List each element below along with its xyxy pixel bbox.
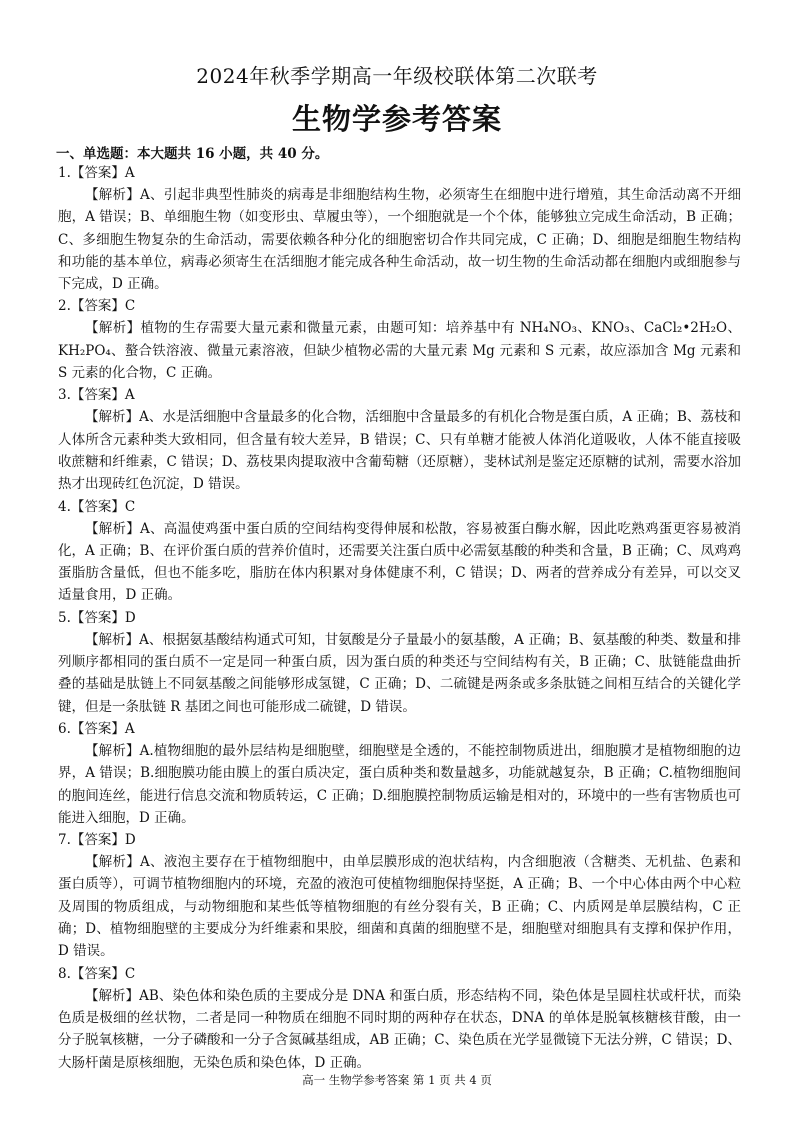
exam-title: 2024年秋季学期高一年级校联体第二次联考 <box>196 64 598 88</box>
answer-list <box>58 162 741 1074</box>
answer-explanation: 【解析】植物的生存需要大量元素和微量元素，由题可知：培养基中有 NH₄NO₃、KNO₃、CaCl₂•2H₂O、KH₂PO₄、螯合铁溶液、微量元素溶液，但缺少植物必需的大量元素 Mg 元素和 S 元素，故应添加含 Mg 元素和 S 元素的化合物，C 正确。 <box>58 320 741 382</box>
answer-explanation: 【解析】A、根据氨基酸结构通式可知，甘氨酸是分子量最小的氨基酸，A 正确；B、氨基酸的种类、数量和排列顺序都相同的蛋白质不一定是同一种蛋白质，因为蛋白质的种类还与空间结构有关，B 正确；C、肽链能盘曲折叠的基础是肽链上不同氨基酸之间能够形成氢键，C 正确；D、二硫键是两条或多条肽链之间相互结合的关键化学键，但是一条肽链 R 基团之间也可能形成二硫键，D 错误。 <box>58 631 741 715</box>
answer-explanation: 【解析】A.植物细胞的最外层结构是细胞壁，细胞壁是全透的，不能控制物质进出，细胞膜才是植物细胞的边界，A 错误；B.细胞膜功能由膜上的蛋白质决定，蛋白质种类和数量越多，功能就越复杂，B 正确；C.植物细胞间的胞间连丝，能进行信息交流和物质转运，C 正确；D.细胞膜控制物质运输是相对的，环境中的一些有害物质也可能进入细胞，D 正确。 <box>58 742 741 826</box>
answer-key: 1.【答案】A <box>58 165 135 181</box>
page-footer: 高一 生物学参考答案 第 1 页 共 4 页 <box>302 1073 492 1087</box>
answer-key: 5.【答案】D <box>58 609 136 626</box>
answer-key: 2.【答案】C <box>58 298 136 315</box>
answer-item-2 <box>58 295 741 384</box>
answer-key: 3.【答案】A <box>58 387 135 404</box>
answer-explanation: 【解析】A、高温使鸡蛋中蛋白质的空间结构变得伸展和松散，容易被蛋白酶水解，因此吃熟鸡蛋更容易被消化，A 正确；B、在评价蛋白质的营养价值时，还需要关注蛋白质中必需氨基酸的种类和含量，B 正确；C、凤鸡鸡蛋脂肪含量低，但也不能多吃，脂肪在体内积累对身体健康不利，C 错误；D、两者的营养成分有差异，可以交叉适量食用，D 正确。 <box>58 520 742 604</box>
document-title: 生物学参考答案 <box>291 102 502 136</box>
answer-key: 8.【答案】C <box>58 965 136 982</box>
answer-explanation: 【解析】A、水是活细胞中含量最多的化合物，活细胞中含量最多的有机化合物是蛋白质，A 正确；B、荔枝和人体所含元素种类大致相同，但含量有较大差异，B 错误；C、只有单糖才能被人体消化道吸收，人体不能直接吸收蔗糖和纤维素，C 错误；D、荔枝果肉提取液中含葡萄糖（还原糖），斐林试剂是鉴定还原糖的试剂，需要水浴加热才出现砖红色沉淀，D 错误。 <box>58 409 741 493</box>
answer-explanation: 【解析】A、液泡主要存在于植物细胞中，由单层膜形成的泡状结构，内含细胞液（含糖类、无机盐、色素和蛋白质等），可调节植物细胞内的环境，充盈的液泡可使植物细胞保持坚挺，A 正确；B、一个中心体由两个中心粒及周围的物质组成，与动物细胞和某些低等植物细胞的有丝分裂有关，B 正确；C、内质网是单层膜结构，C 正确；D、植物细胞壁的主要成分为纤维素和果胶，细菌和真菌的细胞壁不是，细胞壁对细胞具有支撑和保护作用，D 错误。 <box>58 854 741 960</box>
answer-item-8 <box>58 963 741 1074</box>
answer-item-7 <box>58 829 741 962</box>
answer-item-1 <box>58 162 741 295</box>
answer-key: 4.【答案】C <box>58 498 136 515</box>
answer-item-6 <box>58 718 741 829</box>
answer-item-4 <box>58 496 741 607</box>
answer-item-3 <box>58 384 741 495</box>
answer-key: 7.【答案】D <box>58 832 136 849</box>
answer-explanation: 【解析】AB、染色体和染色质的主要成分是 DNA 和蛋白质，形态结构不同，染色体是呈圆柱状或杆状，而染色质是极细的丝状物，二者是同一种物质在细胞不同时期的两种存在状态，DNA 的单体是脱氧核糖核苷酸，由一分子脱氧核糖，一分子磷酸和一分子含氮碱基组成，AB 正确；C、染色质在光学显微镜下无法分辨，C 错误；D、大肠杆菌是原核细胞，无染色质和染色体，D 正确。 <box>58 987 741 1071</box>
answer-explanation: 【解析】A、引起非典型性肺炎的病毒是非细胞结构生物，必须寄生在细胞中进行增殖，其生命活动离不开细胞，A 错误；B、单细胞生物（如变形虫、草履虫等），一个细胞就是一个个体，能够独立完成生命活动，B 正确；C、多细胞生物复杂的生命活动，需要依赖各种分化的细胞密切合作共同完成，C 正确；D、细胞是细胞生物结构和功能的基本单位，病毒必须寄生在活细胞才能完成各种生命活动，故一切生物的生命活动都在细胞内或细胞参与下完成，D 正确。 <box>58 187 741 293</box>
answer-item-5 <box>58 607 741 718</box>
answer-key: 6.【答案】A <box>58 720 135 737</box>
section-heading: 一、单选题：本大题共 16 小题，共 40 分。 <box>56 146 329 162</box>
